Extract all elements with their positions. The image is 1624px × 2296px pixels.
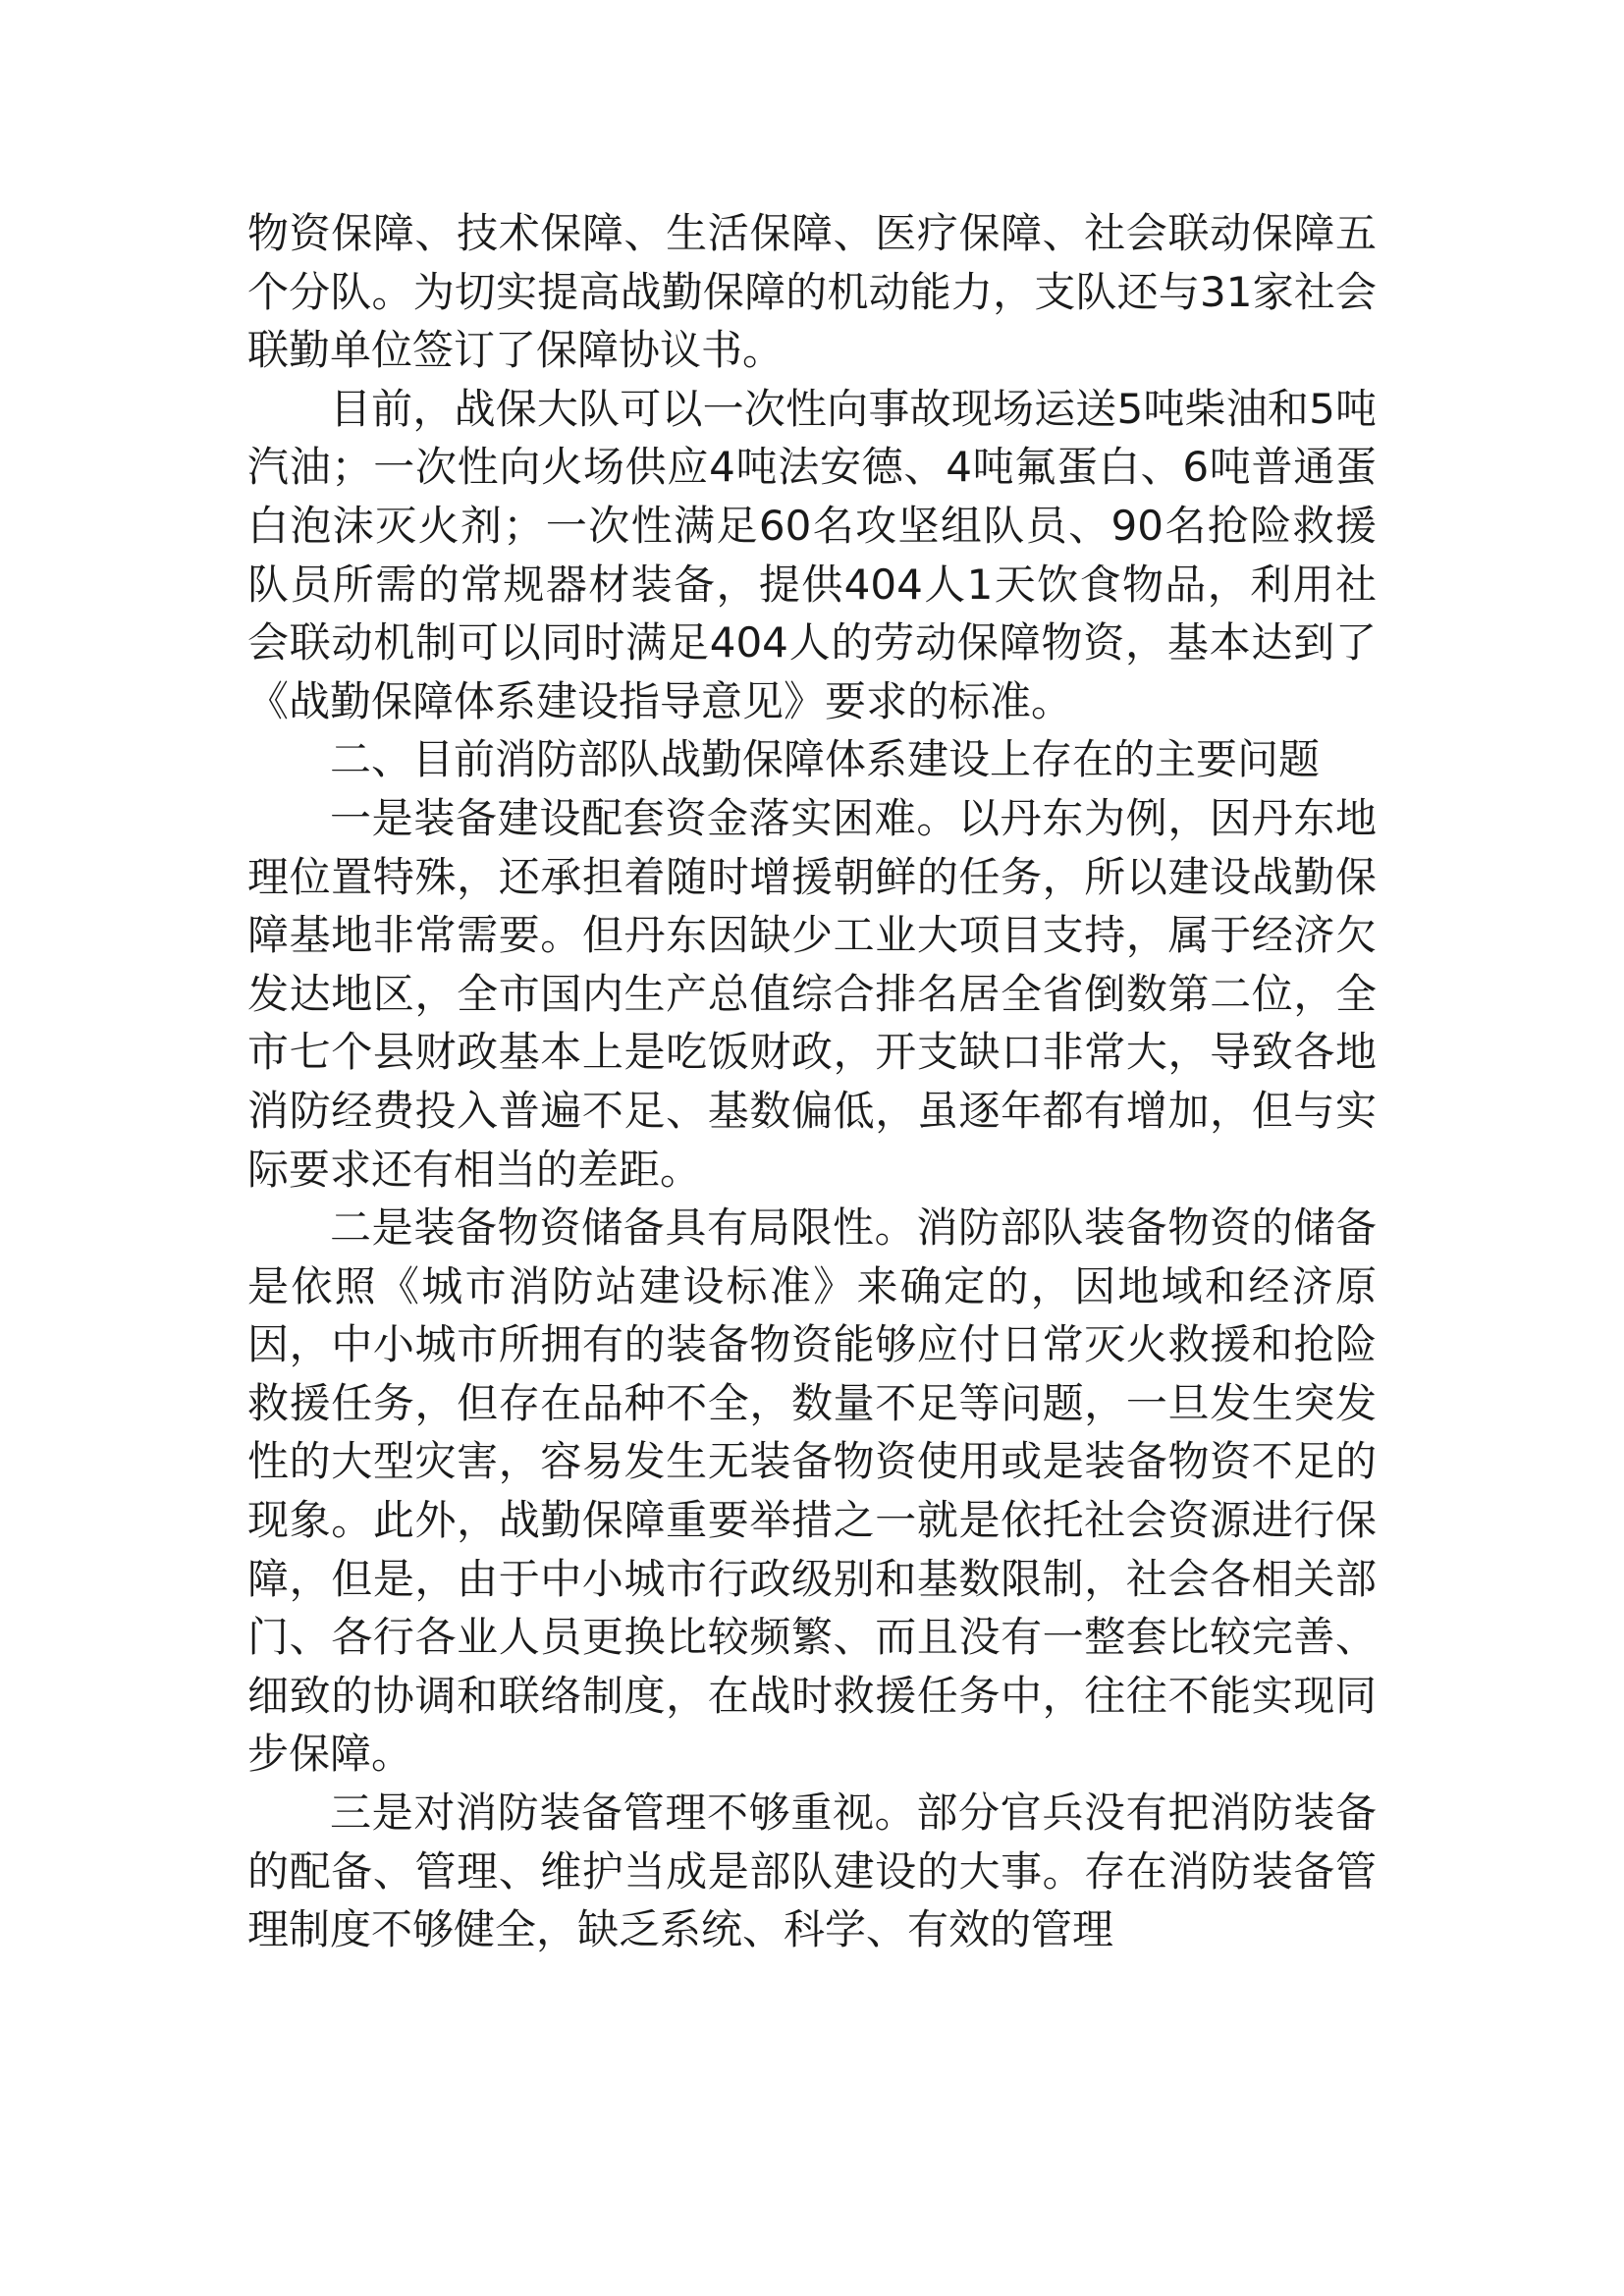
paragraph-equipment-management: 三是对消防装备管理不够重视。部分官兵没有把消防装备的配备、管理、维护当成是部队建设的大事。存在消防装备管理制度不够健全，缺乏系统、科学、有效的管理 (247, 1789, 1377, 1954)
paragraph-reserve-limitations: 二是装备物资储备具有局限性。消防部队装备物资的储备是依照《城市消防站建设标准》来确定的，因地域和经济原因，中小城市所拥有的装备物资能够应付日常灭火救援和抢险救援任务，但存在品种不全，数量不足等问题，一旦发生突发性的大型灾害，容易发生无装备物资使用或是装备物资不足的现象。此外，战勤保障重要举措之一就是依托社会资源进行保障，但是，由于中小城市行政级别和基数限制，社会各相关部门、各行各业人员更换比较频繁、而且没有一整套比较完善、细致的协调和联络制度，在战时救援任务中，往往不能实现同步保障。 (247, 1203, 1377, 1779)
paragraph-continued-support-units: 物资保障、技术保障、生活保障、医疗保障、社会联动保障五个分队。为切实提高战勤保障的机动能力，支队还与31家社会联勤单位签订了保障协议书。 (247, 209, 1377, 375)
paragraph-funding-difficulty: 一是装备建设配套资金落实困难。以丹东为例，因丹东地理位置特殊，还承担着随时增援朝鲜的任务，所以建设战勤保障基地非常需要。但丹东因缺少工业大项目支持，属于经济欠发达地区，全市国内生产总值综合排名居全省倒数第二位，全市七个县财政基本上是吃饭财政，开支缺口非常大，导致各地消防经费投入普遍不足、基数偏低，虽逐年都有增加，但与实际要求还有相当的差距。 (247, 793, 1377, 1194)
paragraph-current-capacity: 目前，战保大队可以一次性向事故现场运送5吨柴油和5吨汽油；一次性向火场供应4吨法安德、4吨氟蛋白、6吨普通蛋白泡沫灭火剂；一次性满足60名攻坚组队员、90名抢险救援队员所需的常规器材装备，提供404人1天饮食物品，利用社会联动机制可以同时满足404人的劳动保障物资，基本达到了《战勤保障体系建设指导意见》要求的标准。 (247, 384, 1377, 725)
document-body (247, 204, 1377, 1959)
section-heading-main-problems: 二、目前消防部队战勤保障体系建设上存在的主要问题 (330, 735, 1321, 784)
